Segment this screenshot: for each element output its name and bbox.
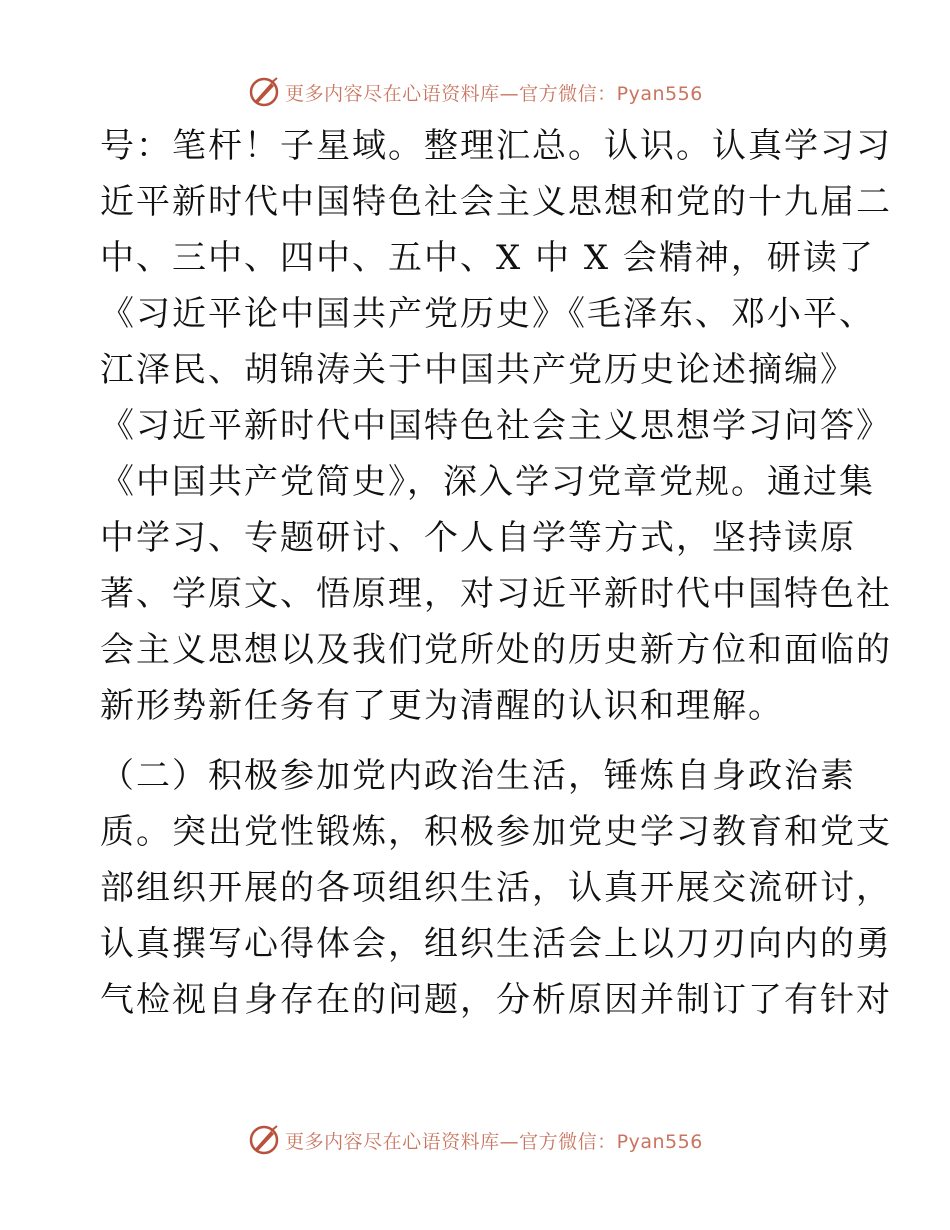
quill-seal-icon	[247, 1123, 281, 1157]
paragraph-spacer	[100, 734, 860, 748]
footer-watermark	[0, 1120, 950, 1160]
text-line: 会主义思想以及我们党所处的历史新方位和面临的	[100, 630, 892, 670]
text-line: 部组织开展的各项组织生活，认真开展交流研讨，	[100, 868, 892, 908]
text-line: 新形势新任务有了更为清醒的认识和理解。	[100, 686, 784, 726]
text-line: 中、三中、四中、五中、X 中 X 会精神，研读了	[100, 238, 875, 278]
text-line: （二）积极参加党内政治生活，锤炼自身政治素	[100, 756, 856, 796]
text-line: 中学习、专题研讨、个人自学等方式，坚持读原	[100, 518, 856, 558]
document-body	[100, 118, 892, 1028]
paragraph	[100, 748, 892, 1028]
text-line: 著、学原文、悟原理，对习近平新时代中国特色社	[100, 574, 892, 614]
text-line: 认真撰写心得体会，组织生活会上以刀刃向内的勇	[100, 924, 892, 964]
text-line: 号：笔杆！子星域。整理汇总。认识。认真学习习	[100, 126, 892, 166]
watermark-text: 更多内容尽在心语资料库—官方微信：Pyan556	[285, 1130, 703, 1153]
text-line: 《中国共产党简史》，深入学习党章党规。通过集	[100, 462, 875, 502]
text-line: 质。突出党性锻炼，积极参加党史学习教育和党支	[100, 812, 892, 852]
text-line: 《习近平新时代中国特色社会主义思想学习问答》	[100, 406, 892, 446]
text-line: 气检视自身存在的问题，分析原因并制订了有针对	[100, 980, 892, 1020]
text-line: 近平新时代中国特色社会主义思想和党的十九届二	[100, 182, 892, 222]
paragraph	[100, 118, 892, 734]
text-line: 《习近平论中国共产党历史》《毛泽东、邓小平、	[100, 294, 875, 334]
text-line: 江泽民、胡锦涛关于中国共产党历史论述摘编》	[100, 350, 856, 390]
quill-seal-icon	[247, 75, 281, 109]
header-watermark	[0, 72, 950, 112]
watermark-text: 更多内容尽在心语资料库—官方微信：Pyan556	[285, 82, 703, 105]
